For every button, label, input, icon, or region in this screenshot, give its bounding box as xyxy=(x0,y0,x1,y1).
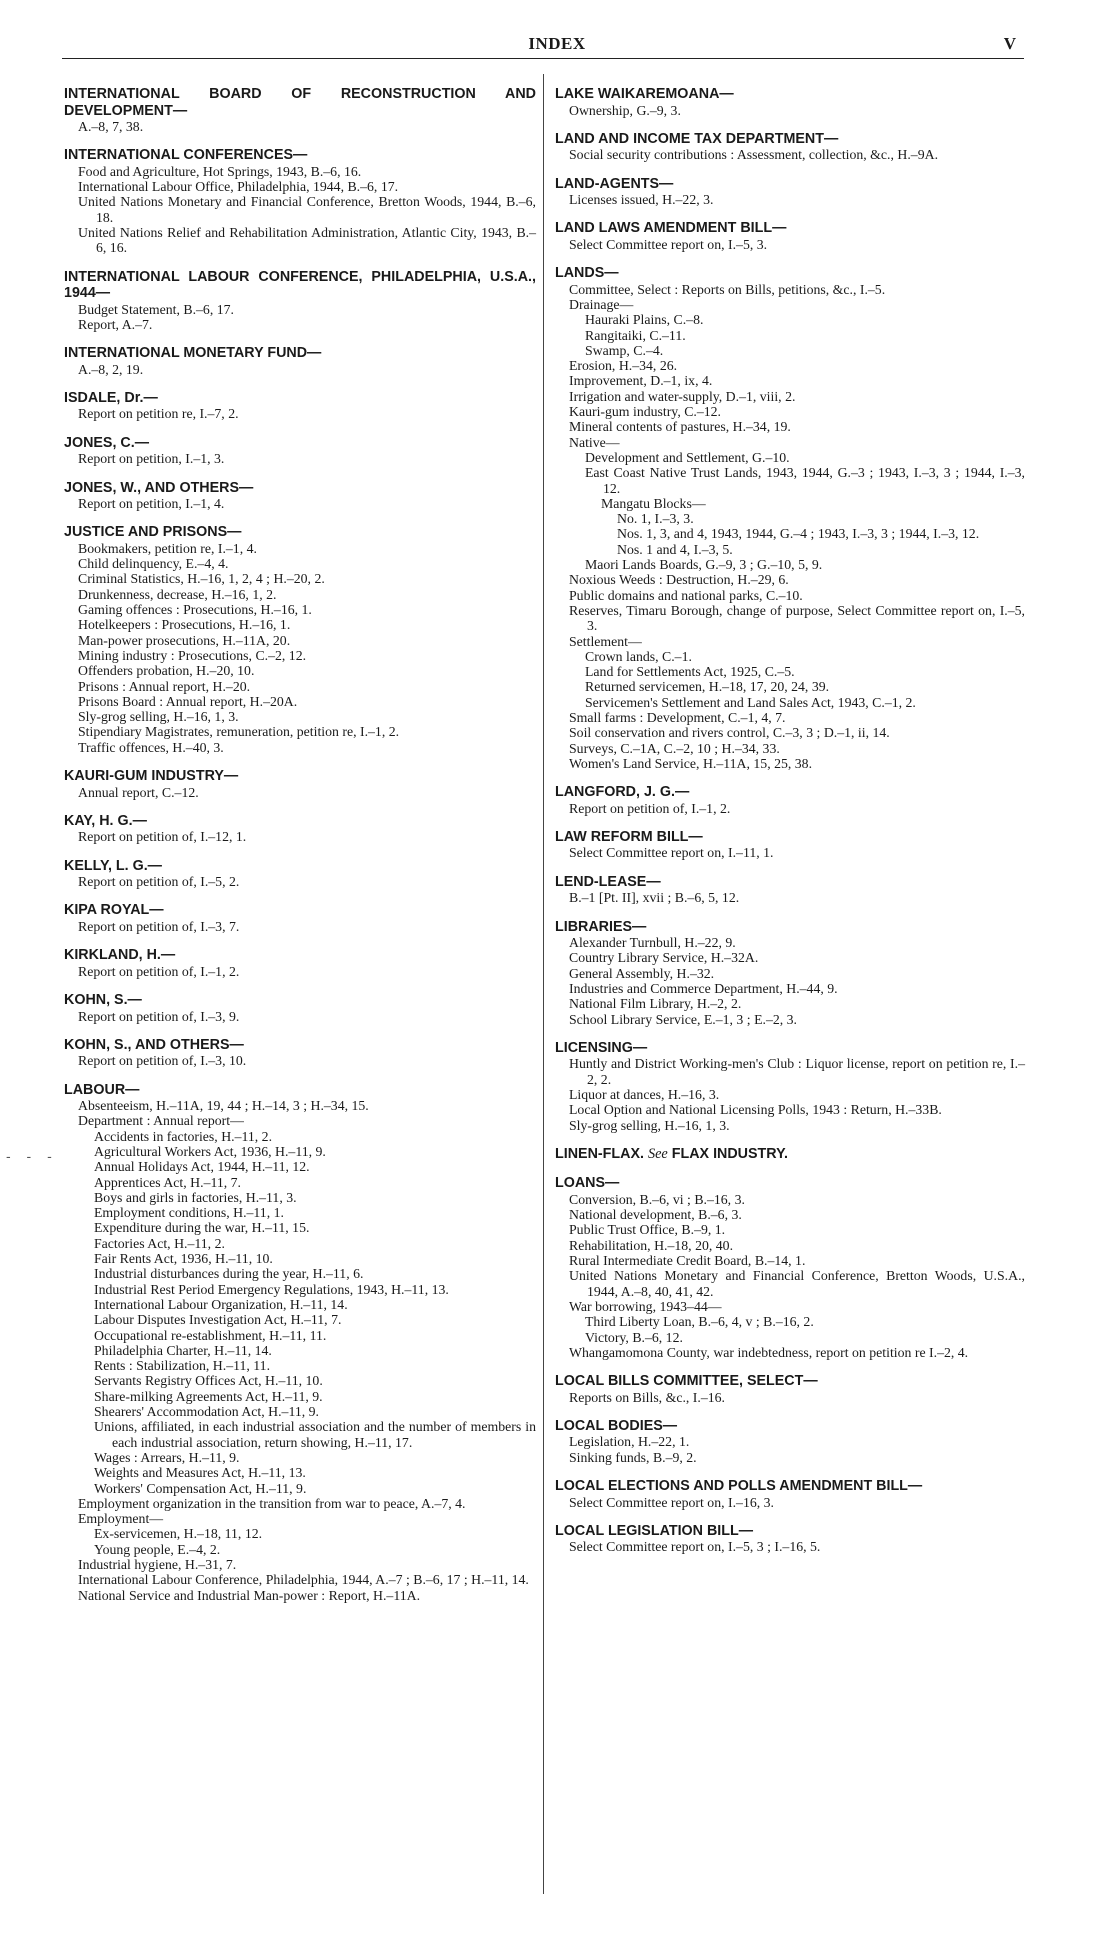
index-subentry: Sinking funds, B.–9, 2. xyxy=(569,1449,697,1465)
index-heading xyxy=(555,1373,1025,1390)
index-subentry: Select Committee report on, I.–16, 3. xyxy=(569,1494,774,1510)
index-subentry: Report on petition of, I.–1, 2. xyxy=(569,800,731,816)
index-subentry: Industrial hygiene, H.–31, 7. xyxy=(78,1557,237,1572)
index-heading xyxy=(64,269,536,302)
index-subentry: Native— xyxy=(569,434,620,450)
index-subentry: Public domains and national parks, C.–10. xyxy=(569,587,803,603)
index-heading xyxy=(64,992,536,1009)
index-subentry: Report on petition of, I.–3, 9. xyxy=(78,1008,240,1024)
index-heading-text: LEND-LEASE— xyxy=(555,873,661,890)
index-subentry: Report on petition of, I.–12, 1. xyxy=(78,829,247,845)
index-subentry: Women's Land Service, H.–11A, 15, 25, 38. xyxy=(569,755,813,771)
index-subentry: Servants Registry Offices Act, H.–11, 10. xyxy=(94,1373,323,1389)
index-heading-text: ISDALE, Dr.— xyxy=(64,389,158,406)
index-heading xyxy=(555,1175,1025,1192)
index-heading-text: LOANS— xyxy=(555,1175,620,1192)
see-reference-target: FLAX INDUSTRY. xyxy=(671,1145,788,1162)
index-heading xyxy=(555,1523,1025,1540)
index-subentry: Crown lands, C.–1. xyxy=(585,648,692,664)
index-heading-text: KAY, H. G.— xyxy=(64,812,147,829)
index-entry xyxy=(555,176,1025,208)
index-entry xyxy=(555,265,1025,771)
index-heading xyxy=(64,813,536,830)
index-subentry: Absenteeism, H.–11A, 19, 44 ; H.–14, 3 ; H.–34, 15. xyxy=(78,1098,369,1114)
index-subentry: Unions, affiliated, in each industrial association and the number of members in each industrial association, return showing, H.–11, 17. xyxy=(94,1419,536,1450)
index-subentry: Hotelkeepers : Prosecutions, H.–16, 1. xyxy=(78,617,291,633)
index-entry xyxy=(64,992,536,1024)
index-heading xyxy=(64,947,536,964)
index-entry xyxy=(555,874,1025,906)
index-heading-text: LABOUR— xyxy=(64,1081,140,1098)
index-subentry: Legislation, H.–22, 1. xyxy=(569,1434,690,1450)
index-subentry: Small farms : Development, C.–1, 4, 7. xyxy=(569,710,786,725)
index-subentry: A.–8, 2, 19. xyxy=(78,361,144,377)
index-subentry: A.–8, 7, 38. xyxy=(78,119,144,134)
index-heading-text: LOCAL BILLS COMMITTEE, SELECT— xyxy=(555,1373,818,1390)
index-heading xyxy=(64,86,536,119)
index-entry xyxy=(555,1146,1025,1163)
index-subentry: Bookmakers, petition re, I.–1, 4. xyxy=(78,540,257,556)
index-subentry: Report on petition re, I.–7, 2. xyxy=(78,406,239,422)
index-entry xyxy=(555,1478,1025,1510)
index-subentry: Sly-grog selling, H.–16, 1, 3. xyxy=(78,709,239,725)
margin-mark: - - - xyxy=(6,1148,58,1164)
index-heading-text: LOCAL LEGISLATION BILL— xyxy=(555,1522,754,1539)
index-subentry: Rural Intermediate Credit Board, B.–14, 1. xyxy=(569,1253,806,1269)
index-subentry: Select Committee report on, I.–5, 3 ; I.–16, 5. xyxy=(569,1539,821,1555)
index-heading xyxy=(555,1418,1025,1435)
index-heading-text: KAURI-GUM INDUSTRY— xyxy=(64,768,239,785)
index-heading-text: INTERNATIONAL CONFERENCES— xyxy=(64,147,308,164)
index-subentry: Fair Rents Act, 1936, H.–11, 10. xyxy=(94,1251,273,1267)
index-heading-text: LINEN-FLAX. xyxy=(555,1145,644,1162)
index-subentry: B.–1 [Pt. II], xvii ; B.–6, 5, 12. xyxy=(569,890,740,906)
index-subentry: Ownership, G.–9, 3. xyxy=(569,102,681,118)
index-subentry: Surveys, C.–1A, C.–2, 10 ; H.–34, 33. xyxy=(569,740,780,756)
index-subentry: Rents : Stabilization, H.–11, 11. xyxy=(94,1358,271,1374)
index-subentry: Stipendiary Magistrates, remuneration, petition re, I.–1, 2. xyxy=(78,724,400,740)
index-subentry: Criminal Statistics, H.–16, 1, 2, 4 ; H.–20, 2. xyxy=(78,571,325,587)
see-reference-word: See xyxy=(647,1145,668,1162)
index-subentry: Select Committee report on, I.–5, 3. xyxy=(569,236,768,252)
index-subentry: Nos. 1, 3, and 4, 1943, 1944, G.–4 ; 1943, I.–3, 3 ; 1944, I.–3, 12. xyxy=(617,526,980,542)
index-subentry: Liquor at dances, H.–16, 3. xyxy=(569,1086,720,1102)
index-heading-text: LAKE WAIKAREMOANA— xyxy=(555,86,734,102)
index-subentry: Man-power prosecutions, H.–11A, 20. xyxy=(78,632,291,648)
index-subentry: Swamp, C.–4. xyxy=(585,342,664,358)
index-subentry: Public Trust Office, B.–9, 1. xyxy=(569,1222,726,1238)
index-subentry: United Nations Monetary and Financial Conference, Bretton Woods, 1944, B.–6, 18. xyxy=(78,194,536,225)
index-subentry: International Labour Organization, H.–11, 14. xyxy=(94,1296,348,1312)
index-heading-text: LOCAL BODIES— xyxy=(555,1417,678,1434)
index-subentry: Accidents in factories, H.–11, 2. xyxy=(94,1128,273,1144)
index-subentry: Occupational re-establishment, H.–11, 11. xyxy=(94,1327,327,1343)
index-subentry: Industrial disturbances during the year, H.–11, 6. xyxy=(94,1266,364,1282)
index-subentry: Employment conditions, H.–11, 1. xyxy=(94,1205,284,1221)
index-subentry: Industrial Rest Period Emergency Regulations, 1943, H.–11, 13. xyxy=(94,1281,449,1297)
index-heading-text: LAW REFORM BILL— xyxy=(555,828,703,845)
index-subentry: Report on petition of, I.–3, 10. xyxy=(78,1053,247,1069)
index-subentry: School Library Service, E.–1, 3 ; E.–2, 3. xyxy=(569,1011,797,1027)
index-subentry: Industries and Commerce Department, H.–44, 9. xyxy=(569,980,838,996)
index-entry xyxy=(555,1523,1025,1555)
index-heading xyxy=(555,829,1025,846)
index-subentry: Annual Holidays Act, 1944, H.–11, 12. xyxy=(94,1159,310,1175)
index-subentry: Report on petition of, I.–1, 2. xyxy=(78,963,240,979)
index-subentry: Report on petition of, I.–5, 2. xyxy=(78,874,240,890)
index-subentry: Report, A.–7. xyxy=(78,316,153,332)
index-entry xyxy=(555,1040,1025,1133)
index-heading xyxy=(64,1082,536,1099)
index-subentry: National development, B.–6, 3. xyxy=(569,1207,742,1223)
index-entry xyxy=(64,480,536,512)
index-entry xyxy=(555,1418,1025,1465)
index-subentry: Development and Settlement, G.–10. xyxy=(585,449,790,465)
index-subentry: Labour Disputes Investigation Act, H.–11, 7. xyxy=(94,1312,342,1328)
index-subentry: Annual report, C.–12. xyxy=(78,784,199,800)
index-entry xyxy=(64,86,536,134)
index-subentry: Kauri-gum industry, C.–12. xyxy=(569,404,722,420)
index-subentry: Food and Agriculture, Hot Springs, 1943, B.–6, 16. xyxy=(78,163,362,179)
index-subentry: Sly-grog selling, H.–16, 1, 3. xyxy=(569,1117,730,1133)
index-heading xyxy=(64,768,536,785)
index-subentry: Victory, B.–6, 12. xyxy=(585,1329,683,1345)
index-subentry: Reserves, Timaru Borough, change of purpose, Select Committee report on, I.–5, 3. xyxy=(569,602,1025,634)
index-heading-text: KIRKLAND, H.— xyxy=(64,947,176,964)
index-entry xyxy=(64,345,536,377)
index-entry xyxy=(64,269,536,333)
index-subentry: Drainage— xyxy=(569,296,634,312)
index-subentry: Share-milking Agreements Act, H.–11, 9. xyxy=(94,1388,323,1404)
index-subentry: Nos. 1 and 4, I.–3, 5. xyxy=(617,541,733,557)
index-subentry: Employment organization in the transition from war to peace, A.–7, 4. xyxy=(78,1495,466,1511)
index-subentry: Noxious Weeds : Destruction, H.–29, 6. xyxy=(569,572,789,588)
index-subentry: Gaming offences : Prosecutions, H.–16, 1. xyxy=(78,602,312,618)
index-subentry: Committee, Select : Reports on Bills, petitions, &c., I.–5. xyxy=(569,281,886,297)
index-subentry: Improvement, D.–1, ix, 4. xyxy=(569,373,713,389)
index-entry xyxy=(64,1037,536,1069)
left-column xyxy=(64,86,536,1616)
index-heading-text: INTERNATIONAL BOARD OF RECONSTRUCTION AND DEVELOPMENT— xyxy=(64,86,536,119)
index-subentry: Rehabilitation, H.–18, 20, 40. xyxy=(569,1237,734,1253)
index-entry xyxy=(64,902,536,934)
index-subentry: Erosion, H.–34, 26. xyxy=(569,358,678,374)
index-subentry: Reports on Bills, &c., I.–16. xyxy=(569,1389,725,1405)
index-entry xyxy=(64,768,536,800)
right-column xyxy=(555,86,1025,1568)
index-subentry: Weights and Measures Act, H.–11, 13. xyxy=(94,1465,306,1481)
index-heading xyxy=(64,480,536,497)
index-heading xyxy=(555,176,1025,193)
index-subentry: Alexander Turnbull, H.–22, 9. xyxy=(569,935,736,951)
index-subentry: Expenditure during the war, H.–11, 15. xyxy=(94,1220,310,1236)
index-heading-text: LICENSING— xyxy=(555,1039,648,1056)
index-subentry: Prisons : Annual report, H.–20. xyxy=(78,678,251,694)
index-heading-text: JUSTICE AND PRISONS— xyxy=(64,524,242,541)
index-heading xyxy=(555,1040,1025,1057)
index-entry xyxy=(64,435,536,467)
index-subentry: Mineral contents of pastures, H.–34, 19. xyxy=(569,419,791,435)
index-heading xyxy=(555,220,1025,237)
index-entry xyxy=(555,829,1025,861)
index-subentry: Settlement— xyxy=(569,633,642,649)
index-heading-text: KIPA ROYAL— xyxy=(64,902,164,919)
index-subentry: Licenses issued, H.–22, 3. xyxy=(569,192,714,208)
index-subentry: National Film Library, H.–2, 2. xyxy=(569,996,742,1012)
index-subentry: Huntly and District Working-men's Club : Liquor license, report on petition re, I.–2, 2. xyxy=(569,1056,1025,1087)
index-subentry: Mining industry : Prosecutions, C.–2, 12. xyxy=(78,647,307,663)
index-heading xyxy=(64,390,536,407)
index-heading-text: JONES, W., AND OTHERS— xyxy=(64,479,254,496)
index-subentry: Shearers' Accommodation Act, H.–11, 9. xyxy=(94,1404,319,1420)
page-title: INDEX xyxy=(528,34,586,53)
index-subentry: East Coast Native Trust Lands, 1943, 1944, G.–3 ; 1943, I.–3, 3 ; 1944, I.–3, 12. xyxy=(585,465,1025,496)
index-heading xyxy=(555,86,1025,103)
index-subentry: Prisons Board : Annual report, H.–20A. xyxy=(78,693,298,709)
index-heading-text: LANGFORD, J. G.— xyxy=(555,784,690,801)
index-subentry: Ex-servicemen, H.–18, 11, 12. xyxy=(94,1526,263,1542)
index-heading xyxy=(64,858,536,875)
index-subentry: Irrigation and water-supply, D.–1, viii, 2. xyxy=(569,388,796,404)
index-subentry: Maori Lands Boards, G.–9, 3 ; G.–10, 5, 9. xyxy=(585,557,823,573)
index-subentry: General Assembly, H.–32. xyxy=(569,965,715,981)
index-heading-text: INTERNATIONAL MONETARY FUND— xyxy=(64,345,322,362)
index-subentry: Apprentices Act, H.–11, 7. xyxy=(94,1174,242,1190)
index-heading-text: LOCAL ELECTIONS AND POLLS AMENDMENT BILL— xyxy=(555,1478,923,1494)
index-subentry: Employment— xyxy=(78,1511,164,1527)
index-heading-text: LANDS— xyxy=(555,265,619,282)
index-heading-text: KOHN, S.— xyxy=(64,992,142,1008)
index-subentry: National Service and Industrial Man-power : Report, H.–11A. xyxy=(78,1587,421,1603)
index-subentry: Budget Statement, B.–6, 17. xyxy=(78,301,234,317)
index-heading xyxy=(555,874,1025,891)
index-heading xyxy=(555,131,1025,148)
header-rule xyxy=(62,58,1024,59)
index-subentry: Offenders probation, H.–20, 10. xyxy=(78,663,255,679)
page-number: V xyxy=(1003,34,1016,53)
index-entry xyxy=(64,947,536,979)
index-heading-text: JONES, C.— xyxy=(64,434,150,451)
index-subentry: United Nations Monetary and Financial Conference, Bretton Woods, U.S.A., 1944, A.–8, 40, 41, 42. xyxy=(569,1268,1025,1299)
index-subentry: Young people, E.–4, 2. xyxy=(94,1541,221,1557)
index-subentry: No. 1, I.–3, 3. xyxy=(617,511,694,527)
index-subentry: Rangitaiki, C.–11. xyxy=(585,327,686,343)
index-heading xyxy=(555,784,1025,801)
index-subentry: International Labour Office, Philadelphia, 1944, B.–6, 17. xyxy=(78,179,399,195)
index-heading-text: LAND-AGENTS— xyxy=(555,175,674,192)
index-entry xyxy=(555,131,1025,163)
index-subentry: Traffic offences, H.–40, 3. xyxy=(78,739,224,755)
index-entry xyxy=(555,220,1025,252)
index-entry xyxy=(555,1175,1025,1360)
index-subentry: Hauraki Plains, C.–8. xyxy=(585,312,704,328)
index-heading xyxy=(64,345,536,362)
index-subentry: Wages : Arrears, H.–11, 9. xyxy=(94,1449,240,1465)
index-subentry: Third Liberty Loan, B.–6, 4, v ; B.–16, 2. xyxy=(585,1314,814,1330)
index-heading-text: LIBRARIES— xyxy=(555,918,647,935)
index-subentry: Boys and girls in factories, H.–11, 3. xyxy=(94,1189,297,1205)
index-entry xyxy=(64,524,536,755)
index-heading-text: INTERNATIONAL LABOUR CONFERENCE, PHILADELPHIA, U.S.A., 1944— xyxy=(64,268,536,302)
index-subentry: Social security contributions : Assessment, collection, &c., H.–9A. xyxy=(569,147,939,163)
index-heading xyxy=(64,1037,536,1054)
index-subentry: International Labour Conference, Philadelphia, 1944, A.–7 ; B.–6, 17 ; H.–11, 14. xyxy=(78,1572,529,1588)
index-entry xyxy=(64,858,536,890)
index-heading xyxy=(64,902,536,919)
index-heading-text: KELLY, L. G.— xyxy=(64,857,162,874)
index-heading xyxy=(64,147,536,164)
index-heading xyxy=(555,265,1025,282)
index-subentry: Child delinquency, E.–4, 4. xyxy=(78,556,229,572)
index-heading xyxy=(555,1478,1025,1495)
page-header xyxy=(0,34,1114,58)
index-subentry: Local Option and National Licensing Polls, 1943 : Return, H.–33B. xyxy=(569,1102,942,1118)
index-subentry: Factories Act, H.–11, 2. xyxy=(94,1235,225,1251)
index-heading xyxy=(64,524,536,541)
index-subentry: Select Committee report on, I.–11, 1. xyxy=(569,845,774,861)
index-heading-text: LAND LAWS AMENDMENT BILL— xyxy=(555,220,787,237)
index-subentry: Report on petition of, I.–3, 7. xyxy=(78,918,240,934)
index-heading xyxy=(555,1146,1025,1163)
index-subentry: War borrowing, 1943–44— xyxy=(569,1298,722,1314)
index-entry xyxy=(64,813,536,845)
index-entry xyxy=(64,1082,536,1603)
index-entry xyxy=(64,147,536,255)
index-subentry: Returned servicemen, H.–18, 17, 20, 24, 39. xyxy=(585,679,830,695)
index-heading xyxy=(64,435,536,452)
column-divider xyxy=(543,74,544,1894)
index-subentry: Land for Settlements Act, 1925, C.–5. xyxy=(585,664,795,680)
index-subentry: Workers' Compensation Act, H.–11, 9. xyxy=(94,1480,307,1496)
index-heading xyxy=(555,919,1025,936)
index-subentry: Country Library Service, H.–32A. xyxy=(569,950,759,966)
index-entry xyxy=(555,1373,1025,1405)
index-subentry: Philadelphia Charter, H.–11, 14. xyxy=(94,1342,272,1358)
index-subentry: Report on petition, I.–1, 3. xyxy=(78,451,225,467)
index-heading-text: LAND AND INCOME TAX DEPARTMENT— xyxy=(555,130,839,147)
index-subentry: Conversion, B.–6, vi ; B.–16, 3. xyxy=(569,1191,745,1207)
index-subentry: Servicemen's Settlement and Land Sales Act, 1943, C.–1, 2. xyxy=(585,694,916,710)
index-subentry: United Nations Relief and Rehabilitation Administration, Atlantic City, 1943, B.–6, 16. xyxy=(78,224,536,256)
index-subentry: Department : Annual report— xyxy=(78,1113,244,1129)
index-subentry: Soil conservation and rivers control, C.–3, 3 ; D.–1, ii, 14. xyxy=(569,725,890,741)
index-entry xyxy=(555,86,1025,118)
index-subentry: Agricultural Workers Act, 1936, H.–11, 9. xyxy=(94,1143,326,1159)
index-entry xyxy=(64,390,536,422)
index-subentry: Whangamomona County, war indebtedness, report on petition re I.–2, 4. xyxy=(569,1344,969,1360)
index-entry xyxy=(555,784,1025,816)
index-subentry: Drunkenness, decrease, H.–16, 1, 2. xyxy=(78,586,277,602)
index-subentry: Mangatu Blocks— xyxy=(601,495,706,511)
index-entry xyxy=(555,919,1025,1027)
index-subentry: Report on petition, I.–1, 4. xyxy=(78,496,225,512)
index-heading-text: KOHN, S., AND OTHERS— xyxy=(64,1036,244,1053)
